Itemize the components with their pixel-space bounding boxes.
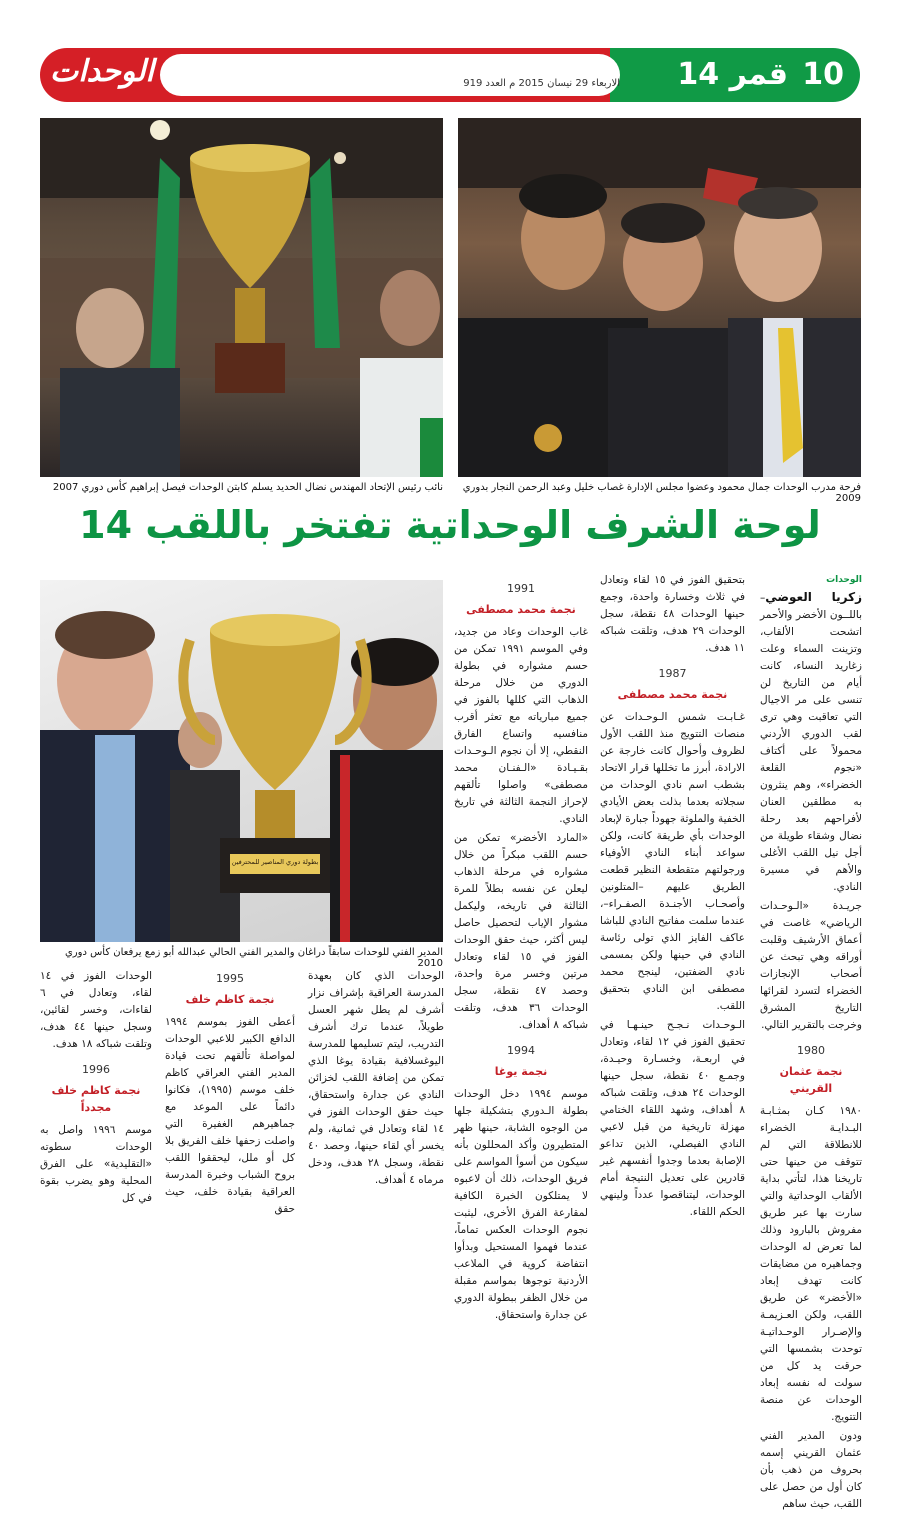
article-column-1 (760, 572, 862, 1515)
subheading-othman-qurini: نجمة عثمان القريني (779, 1065, 843, 1095)
subheading-mohammad-mustafa-2: نجمة محمد مصطفى (466, 603, 576, 616)
photo-trophy-raise-2010 (40, 580, 443, 942)
issue-date-line: الاربعاء 29 نيسان 2015 م العدد 919 (463, 78, 620, 89)
col2-paragraph-1: بتحقيق الفوز في ١٥ لقاء وتعادل في ثلاث وخسارة واحدة، وجمع حينها الوحدات ٤٨ نقطة، سجل الوحدات ٢٩ هدف، وتلقت شباكه ١١ هدف. (600, 574, 745, 654)
main-headline: لوحة الشرف الوحداتية تفتخر باللقب 14 (79, 503, 821, 547)
col1-paragraph-1: –باللــون الأخضر والأحمر اتشحت الألقاب، وتزينت السماء وعلت زغاريد النساء، كانت أيام من التاريخ لن تنسى على مر الاجيال التي تعاقبت وهي ترى لقب الدوري الأردني محمولاً على أكتاف «نجوم القلعة الخضراء»، وهم ينثرون به مطلقين العنان لأفراحهم بعد رحلة نضال وشقاء طويلة من أجل نيل اللقب الأغلى والأهم في مسيرة النادي. (760, 592, 862, 893)
photo-coach-celebration-2009 (458, 118, 861, 477)
caption-photo-2009: فرحة مدرب الوحدات جمال محمود وعضوا مجلس الإدارة غصاب خليل وعبد الرحمن النجار بدوري 2009 (462, 482, 861, 504)
article-column-2 (600, 572, 745, 1223)
col3-paragraph-2: «المارد الأخضر» تمكن من حسم اللقب مبكراً من خلال مشواره في مرحلة الذهاب ليعلن عن نفسه بطلاً للمرة الثالثة في تاريخه، وليكمل مشوار الإياب لتحصيل حاصل ليس أكثر، حيث حقق الوحدات الفوز في ١٥ لقاء وتعادل مرتين وخسر مرة واحدة، وحصد ٤٧ نقطة، سجل الوحدات ٣٦ هدف، وتلقت شباكه ٨ أهداف. (454, 832, 589, 1031)
col2-paragraph-3: الـوحـدات نـجـح حينـهـا في تحقيق الفوز في ١٢ لقاء، وتعادل في اربعـة، وخسـارة وحيـدة، وجمـع ٤٠ نقطة، سجل حينها الوحدات ٢٤ هدف، وتلقت شباكه ٨ أهداف، وشهد اللقاء الختامي مهزلة تاريخية من قبل لاعبي النادي الفيصلي، الذين تداعو الإصابة بعدما وجدوا أنفسهم غير قادرين على تعديل النتيجة أمام الوحدات، ليتناقصوا عدداً ولينهي الحكم اللقاء. (600, 1019, 745, 1218)
subheading-mohammad-mustafa: نجمة محمد مصطفى (617, 688, 728, 701)
page-number: 10 (802, 57, 844, 92)
caption-photo-2010: المدير الفني للوحدات سابقاً دراغان والمدير الفني الحالي عبدالله أبو زمع يرفعان كأس دوري 2010 (64, 947, 443, 969)
col2-paragraph-2: غـابـت شمس الـوحـدات عن منصات التتويج منذ اللقب الأول لظروف وأحوال كانت خارجة عن الارادة، أبرز ما تخللها قرار الاتحاد بشطب اسم نادي الوحدات من سجلاته بعدما بذلت بعض الأيادي الخفية والملوثة جهوداً جبارة لإبعاد الوحدات بأي طريقة كانت، ولكن سواعد أبناء النادي الأوفياء ورجولتهم متقطعة النظير قطعت الطريق عليهم –المتلونين وأصحـاب الأجنـدة الصفـراء–، عندما سلمت مفاتيح النادي للباشا عاكف الفايز الذي تولى رئاسة النادي في حينها ولكن بمسمى نادي الضفتين، لينجح محمد مصطفى ابن النادي بتحقيق اللقب. (600, 711, 745, 1012)
subheading-kazem-khalaf: نجمة كاظم خلف (185, 993, 275, 1006)
article-column-6 (40, 968, 152, 1209)
col4-paragraph-1: الوحدات الذي كان بعهدة المدرسة العراقية بإشراف نزار أشرف لم يطل شهر العسل طويلاً، عندما ترك أشرف التدريب، ليتم تسليمها للمدرسة اليوغسلافية بقيادة يوغا الذي تمكن من إضافة اللقب لخزائن النادي عن جدارة واستحقاق، حيث حقق الوحدات الفوز في ١٤ لقاء وتعادل في ثمانية، ولم يخسر أي لقاء حينها، وحصد ٤٠ نقطة، وسجل ٢٨ هدف، ودخل مرماه ٤ أهداف. (308, 970, 445, 1186)
photo-trophy-handover-2007 (40, 118, 443, 477)
col1-paragraph-3: ١٩٨٠ كـان بمثـابـة البـدايـة الخضراء للانطلاقة التي لم تتوقف من حينها حتى تاريخنا هذا، لتأتي بداية الألقاب الوحداتية والتي سارت بها عبر طريق مفروش بالبارود وذلك لما تعرض له الوحدات وجماهيره من مضايقات كانت تهدف إبعاد «الأخضر» عن طريق اللقب، ولكن العـزيمـة والإصـرار الوحـداتيـة توحدت بشمسها التي حرقت يد كل من سولت له نفسه إبعاد الوحدات عن منصة التتويج. (760, 1105, 862, 1423)
col6-paragraph-1: الوحدات الفوز في ١٤ لقاء، وتعادل في ٦ لقاءات، وخسر لقائين، وسجل حينها ٤٤ هدف، وتلقت شباكه ١٨ هدف. (40, 970, 152, 1050)
subheading-kazem-khalaf-again: نجمة كاظم خلف مجدداً (51, 1084, 141, 1114)
article-column-3 (454, 572, 588, 1326)
year-heading-1996: 1996 (82, 1063, 110, 1076)
year-heading-1987: 1987 (658, 667, 687, 680)
col1-paragraph-4: ودون المدير الفني عثمان القريني إسمه بحروف من ذهب بأن كان أول من حصل على اللقب، حيث ساهم (760, 1430, 862, 1510)
year-heading-1991: 1991 (507, 582, 535, 595)
subheading-yoga: نجمة يوغا (494, 1065, 548, 1078)
masthead-logo: الوحدات (50, 54, 154, 89)
col6-paragraph-2: موسم ١٩٩٦ واصل به الوحدات سطوته «التقليدية» على الفرق المحلية وهو يضرب بقوة في كل (40, 1124, 152, 1204)
article-column-5 (165, 962, 295, 1220)
byline-author: زكريا العوضي (765, 590, 862, 604)
col1-paragraph-2: جريـدة «الـوحـدات الرياضي» غاصت في أعماق الأرشيف وقلبت أوراقه وهي تبحث عن أصحاب الإنجازات الخضراء لتسرد لقرائها التاريخ المشرق وخرجت بالتقرير التالي. (760, 900, 862, 1031)
header-white-pill (160, 54, 620, 96)
trophy-plate-text: بطولة دوري المناصير للمحترفين (231, 858, 319, 866)
page-header (40, 48, 860, 102)
article-column-4 (308, 968, 444, 1191)
section-title: قمر 14 (677, 57, 788, 92)
column-brand: الوحدات (826, 575, 862, 585)
year-heading-1994: 1994 (507, 1044, 535, 1057)
year-heading-1980: 1980 (797, 1044, 825, 1057)
col3-paragraph-3: موسم ١٩٩٤ دخل الوحدات بطولة الـدوري بتشكيلة جلها من الوجوه الشابة، حينها ظهر المتطيرون وأكد المحللون بأنه سيكون من أسوأ المواسم على فريق الوحدات، ذلك أن لاعبوه لا يمتلكون الخبرة الكافية لمقارعة الفرق الأخرى، ليثبت نجوم الوحدات العكس تماماً، عندما فهموا المستحيل وبدأوا انتفاضة كروية في الملاعب الأردنية توجوها بمواسم مقبلة من خلال الظفر ببطولة الدوري عن جدارة واستحقاق. (454, 1088, 588, 1321)
col5-paragraph-1: أعطى الفوز بموسم ١٩٩٤ الدافع الكبير للاعبي الوحدات لمواصلة تألقهم تحت قيادة المدير الفني العراقي كاظم خلف موسم (١٩٩٥)، فكانوا دائماً على الموعد مع جماهيرهم الغفيرة التي واصلت زحفها خلف الفريق بلا كل أو ملل، ليحققوا اللقب بروح الشباب وخبرة المدرسة العراقية بقيادة خلف، حيث حقق (165, 1016, 295, 1215)
col3-paragraph-1: غاب الوحدات وعاد من جديد، وفي الموسم ١٩٩١ تمكن من حسم مشواره في بطولة الدوري من خلال مرحلة الذهاب التي كللها بالفوز في جميع مبارياته مع تعثر أقرب منافسيه واتساع الفارق النقطي، إلا أن نجوم الـوحـدات بقـيـادة «الـفنـان محمد مصطفى» واصلوا تألقهم لإحراز النجمة الثالثة في تاريخ النادي. (454, 626, 588, 825)
year-heading-1995: 1995 (216, 972, 244, 985)
caption-photo-2007: نائب رئيس الإتحاد المهندس نضال الحديد يسلم كابتن الوحدات فيصل إبراهيم كأس دوري 2007 (52, 482, 443, 493)
